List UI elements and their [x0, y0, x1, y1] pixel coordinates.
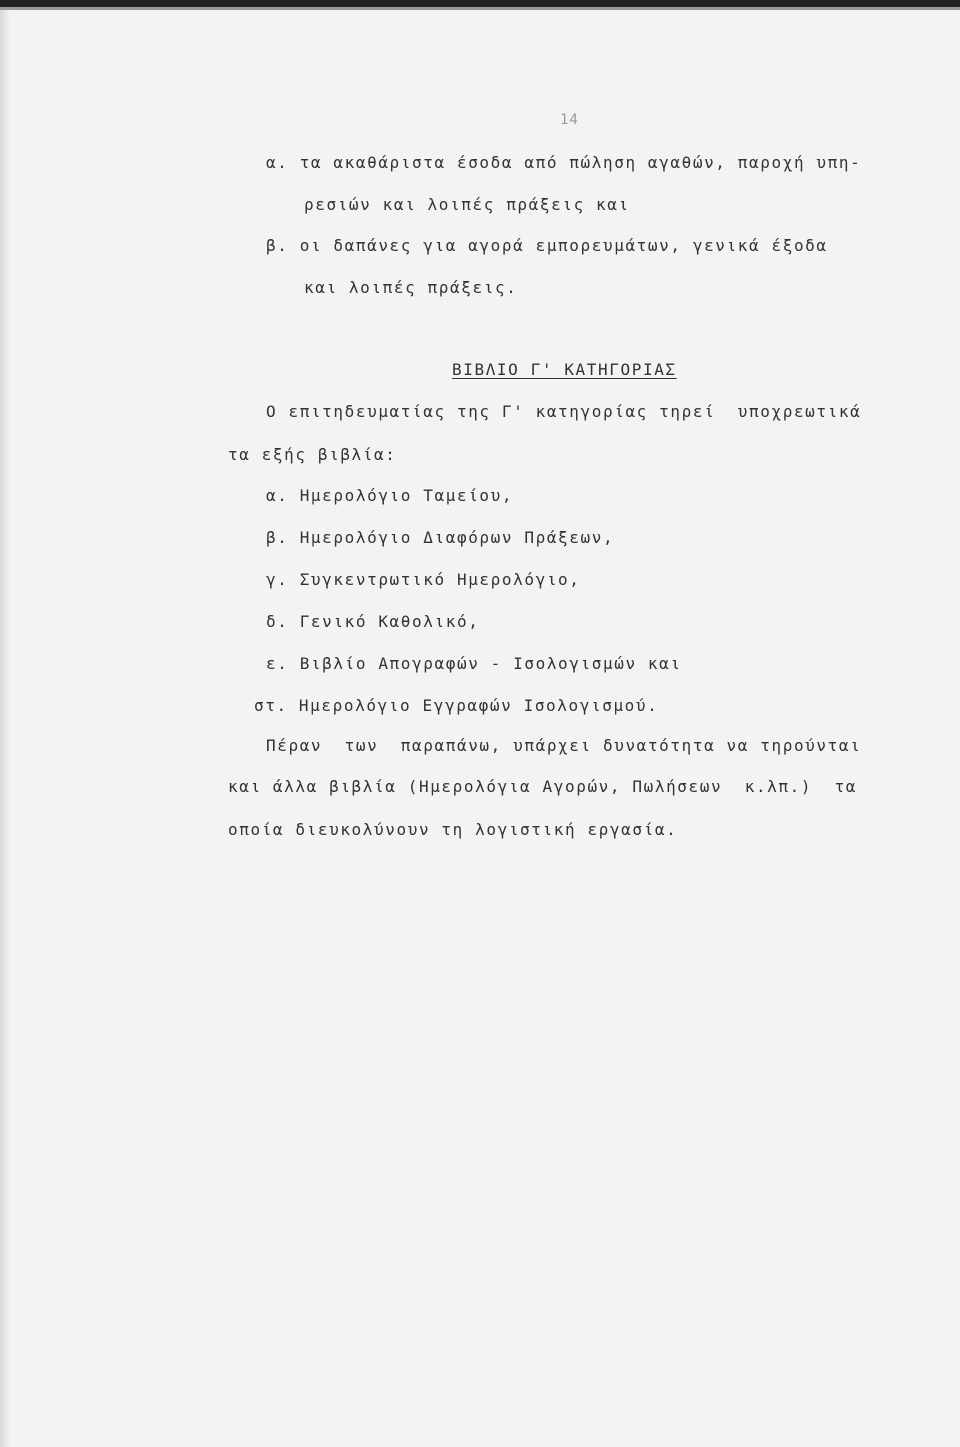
paragraph-line-1: Ο επιτηδευματίας της Γ' κατηγορίας τηρεί υποχρεωτικά	[266, 402, 862, 421]
page-number: 14	[560, 112, 579, 128]
section-heading: ΒΙΒΛΙΟ Γ' ΚΑΤΗΓΟΡΙΑΣ	[452, 360, 677, 379]
item-a-line-2: ρεσιών και λοιπές πράξεις και	[304, 195, 630, 214]
closing-paragraph-line-3: οποία διευκολύνουν τη λογιστική εργασία.	[228, 820, 678, 839]
closing-paragraph-line-1: Πέραν των παραπάνω, υπάρχει δυνατότητα να τηρούνται	[266, 736, 862, 755]
scan-top-edge	[0, 0, 960, 7]
paragraph-line-2: τα εξής βιβλία:	[228, 445, 397, 464]
scan-left-shadow	[0, 10, 10, 1447]
book-item-e: ε. Βιβλίο Απογραφών - Ισολογισμών και	[266, 654, 682, 673]
book-item-a: α. Ημερολόγιο Ταμείου,	[266, 486, 514, 505]
item-b-line-1: β. οι δαπάνες για αγορά εμπορευμάτων, γενικά έξοδα	[266, 236, 828, 255]
book-item-c: γ. Συγκεντρωτικό Ημερολόγιο,	[266, 570, 581, 589]
book-item-b: β. Ημερολόγιο Διαφόρων Πράξεων,	[266, 528, 615, 547]
item-b-line-2: και λοιπές πράξεις.	[304, 278, 518, 297]
closing-paragraph-line-2: και άλλα βιβλία (Ημερολόγια Αγορών, Πωλήσεων κ.λπ.) τα	[228, 777, 858, 796]
book-item-d: δ. Γενικό Καθολικό,	[266, 612, 480, 631]
scan-top-edge-shadow	[0, 7, 960, 10]
item-a-line-1: α. τα ακαθάριστα έσοδα από πώληση αγαθών, παροχή υπη-	[266, 153, 862, 172]
book-item-f: στ. Ημερολόγιο Εγγραφών Ισολογισμού.	[254, 696, 659, 715]
